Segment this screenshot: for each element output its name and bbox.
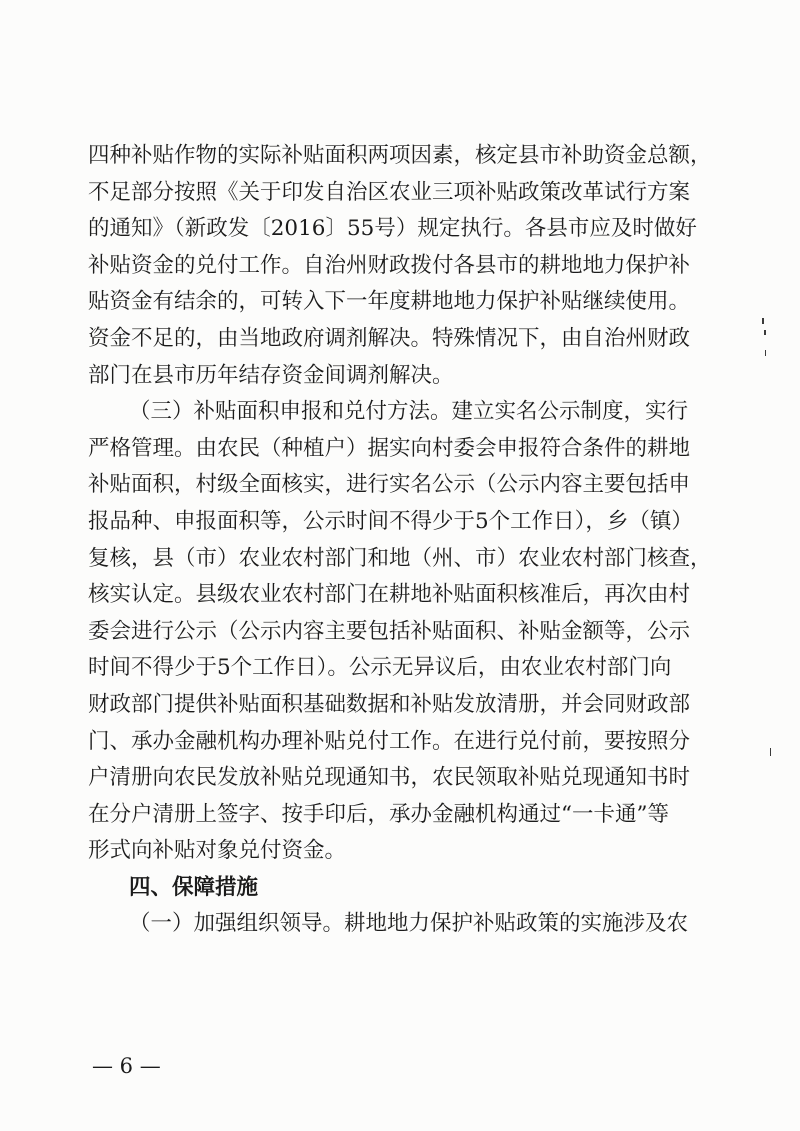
text-line: 复核，县（市）农业农村部门和地（州、市）农业农村部门核查， bbox=[88, 545, 712, 571]
text-line: 报品种、申报面积等，公示时间不得少于5个工作日），乡（镇） bbox=[88, 508, 693, 534]
scan-artifact-mark bbox=[764, 330, 766, 335]
text-line: 户清册向农民发放补贴兑现通知书，农民领取补贴兑现通知书时 bbox=[88, 765, 691, 791]
text-line: 部门在县市历年结存资金间调剂解决。 bbox=[88, 362, 454, 388]
page-number: — 6 — bbox=[92, 1054, 161, 1078]
text-line: 严格管理。由农民（种植户）据实向村委会申报符合条件的耕地 bbox=[88, 435, 691, 461]
section-heading: 四、保障措施 bbox=[129, 874, 259, 900]
text-line: 补贴面积，村级全面核实，进行实名公示（公示内容主要包括申 bbox=[88, 472, 691, 498]
text-line: 不足部分按照《关于印发自治区农业三项补贴政策改革试行方案 bbox=[88, 179, 691, 205]
text-line: 形式向补贴对象兑付资金。 bbox=[88, 838, 347, 864]
paragraph-start-line: （三）补贴面积申报和兑付方法。建立实名公示制度，实行 bbox=[129, 399, 689, 425]
text-line: 财政部门提供补贴面积基础数据和补贴发放清册，并会同财政部 bbox=[88, 691, 691, 717]
text-line: 在分户清册上签字、按手印后，承办金融机构通过“一卡通”等 bbox=[88, 801, 669, 827]
text-line: 四种补贴作物的实际补贴面积两项因素，核定县市补助资金总额， bbox=[88, 143, 712, 168]
text-line: 补贴资金的兑付工作。自治州财政拨付各县市的耕地地力保护补 bbox=[88, 252, 691, 278]
text-line: 贴资金有结余的，可转入下一年度耕地地力保护补贴继续使用。 bbox=[88, 289, 691, 315]
text-line: 门、承办金融机构办理补贴兑付工作。在进行兑付前，要按照分 bbox=[88, 728, 691, 754]
body-text bbox=[88, 138, 712, 943]
scan-artifact-mark bbox=[770, 748, 771, 756]
text-line: 的通知》（新政发〔2016〕55号）规定执行。各县市应及时做好 bbox=[88, 216, 697, 242]
text-line: 时间不得少于5个工作日）。公示无异议后，由农业农村部门向 bbox=[88, 655, 672, 681]
scan-artifact-mark bbox=[765, 350, 766, 356]
text-line: 核实认定。县级农业农村部门在耕地补贴面积核准后，再次由村 bbox=[88, 582, 691, 608]
scan-artifact-mark bbox=[762, 318, 764, 324]
text-line: 资金不足的，由当地政府调剂解决。特殊情况下，由自治州财政 bbox=[88, 325, 691, 351]
text-line: 委会进行公示（公示内容主要包括补贴面积、补贴金额等，公示 bbox=[88, 618, 691, 644]
paragraph-start-line: （一）加强组织领导。耕地地力保护补贴政策的实施涉及农 bbox=[129, 911, 689, 937]
